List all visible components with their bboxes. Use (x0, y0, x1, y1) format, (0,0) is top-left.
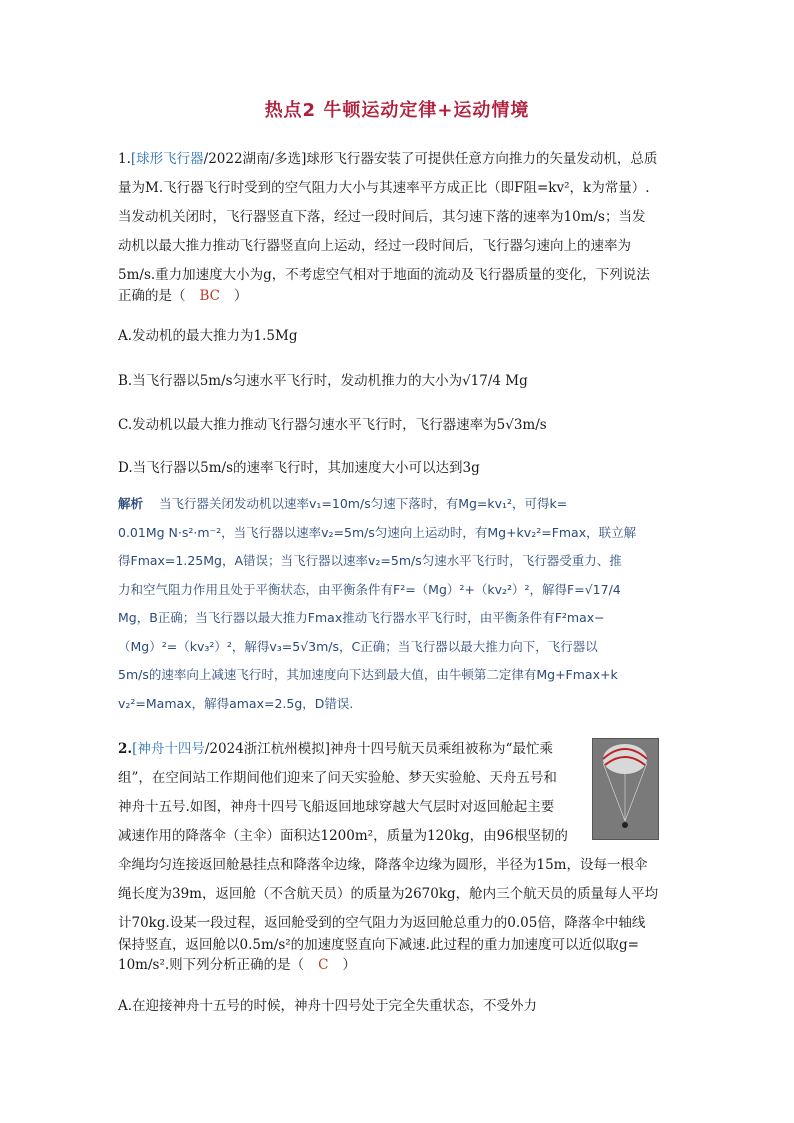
q1-answer: BC (199, 288, 221, 304)
solution-1 (118, 490, 678, 718)
sol1-line-7: 5m/s的速率向上减速飞行时，其加速度向下达到最大值，由牛顿第二定律有Mg+Fmax+k (118, 667, 618, 682)
q1-line-2: 量为M.飞行器飞行时受到的空气阻力大小与其速率平方成正比（即F阻=kv²，k为常量）. (118, 180, 650, 196)
sol1-line-8: v₂²=Mamax，解得amax=2.5g，D错误. (118, 695, 354, 711)
sol1-line-3: 得Fmax=1.25Mg，A错误；当飞行器以速率v₂=5m/s匀速水平飞行时，飞行器受重力、推 (118, 553, 622, 568)
q1-number: 1. (118, 151, 131, 167)
q2-answer: C (318, 957, 329, 973)
q2-source: /2024浙江杭州模拟] (204, 741, 331, 757)
q1-line-1 (118, 147, 657, 167)
q2-line-7: 计70kg.设某一段过程，返回舱受到的空气阻力为返回舱总重力的0.05倍，降落伞中轴线 (118, 915, 646, 931)
sol1-line-2: 0.01Mg N·s²·m⁻²，当飞行器以速率v₂=5m/s匀速向上运动时，有Mg+kv₂²=Fmax，联立解 (118, 524, 637, 540)
q1-tag[interactable]: [球形飞行器 (130, 151, 204, 167)
solution-label: 解析 (118, 496, 144, 511)
sol1-line-6: （Mg）²=（kv₃²）²，解得v₃=5√3m/s，C正确；当飞行器以最大推力向下，飞行器以 (118, 638, 598, 654)
page-title: 热点2 牛顿运动定律+运动情境 (264, 100, 530, 121)
q1-line-6 (118, 284, 248, 304)
q1-line-5: 5m/s.重力加速度大小为g，不考虑空气相对于地面的流动及飞行器质量的变化，下列说法 (118, 267, 650, 283)
q1-last-suffix: ） (234, 288, 248, 304)
parachute-icon (593, 739, 658, 839)
q2-line-8: 保持竖直，返回舱以0.5m/s²的加速度竖直向下减速.此过程的重力加速度可以近似取g= (118, 937, 639, 953)
sol1-line-4: 力和空气阻力作用且处于平衡状态，由平衡条件有F²=（Mg）²+（kv₂²）²，解得F=√17/4 (118, 581, 621, 597)
q2-option-a: A.在迎接神舟十五号的时候，神舟十四号处于完全失重状态，不受外力 (118, 998, 538, 1014)
q2-line-3: 神舟十五号.如图，神舟十四号飞船返回地球穿越大气层时对返回舱起主要 (118, 799, 555, 815)
q2-number: 2. (118, 741, 133, 757)
q2-tag[interactable]: [神舟十四号 (132, 741, 205, 757)
q1-source: /2022湖南/多选] (203, 151, 307, 167)
q1-line-3: 当发动机关闭时，飞行器竖直下落，经过一段时间后，其匀速下落的速率为10m/s；当发 (118, 209, 646, 225)
q1-last-prefix: 正确的是（ (118, 288, 186, 304)
q1-text-1: 球形飞行器安装了可提供任意方向推力的矢量发动机，总质 (306, 151, 658, 167)
q2-line-2: 组”，在空间站工作期间他们迎来了问天实验舱、梦天实验舱、天舟五号和 (118, 770, 557, 786)
q1-option-c: C.发动机以最大推力推动飞行器匀速水平飞行时，飞行器速率为5√3m/s (118, 417, 547, 433)
q2-line-9: 10m/s².则下列分析正确的是（ C ） (118, 957, 357, 973)
sol1-line-5: Mg，B正确；当飞行器以最大推力Fmax推动飞行器水平飞行时，由平衡条件有F²max− (118, 610, 605, 625)
q2-line-4: 减速作用的降落伞（主伞）面积达1200m²，质量为120kg，由96根坚韧的 (118, 828, 568, 844)
parachute-photo (592, 738, 659, 840)
q2-line-5: 伞绳均匀连接返回舱悬挂点和降落伞边缘，降落伞边缘为圆形，半径为15m，设每一根伞 (118, 857, 648, 873)
q1-option-d: D.当飞行器以5m/s的速率飞行时，其加速度大小可以达到3g (118, 460, 480, 476)
q2-line-6: 绳长度为39m，返回舱（不含航天员）的质量为2670kg，舱内三个航天员的质量每人平均 (118, 886, 659, 902)
q1-line-4: 动机以最大推力推动飞行器竖直向上运动，经过一段时间后，飞行器匀速向上的速率为 (118, 238, 631, 254)
q1-option-b: B.当飞行器以5m/s匀速水平飞行时，发动机推力的大小为√17/4 Mg (118, 373, 528, 389)
q2-text-1: 神舟十四号航天员乘组被称为“最忙乘 (330, 741, 553, 757)
q1-option-a: A.发动机的最大推力为1.5Mg (118, 328, 298, 344)
q2-line-1 (118, 737, 553, 757)
sol1-line-1: 解析 当飞行器关闭发动机以速率v₁=10m/s匀速下落时，有Mg=kv₁²，可得k= (118, 496, 568, 511)
